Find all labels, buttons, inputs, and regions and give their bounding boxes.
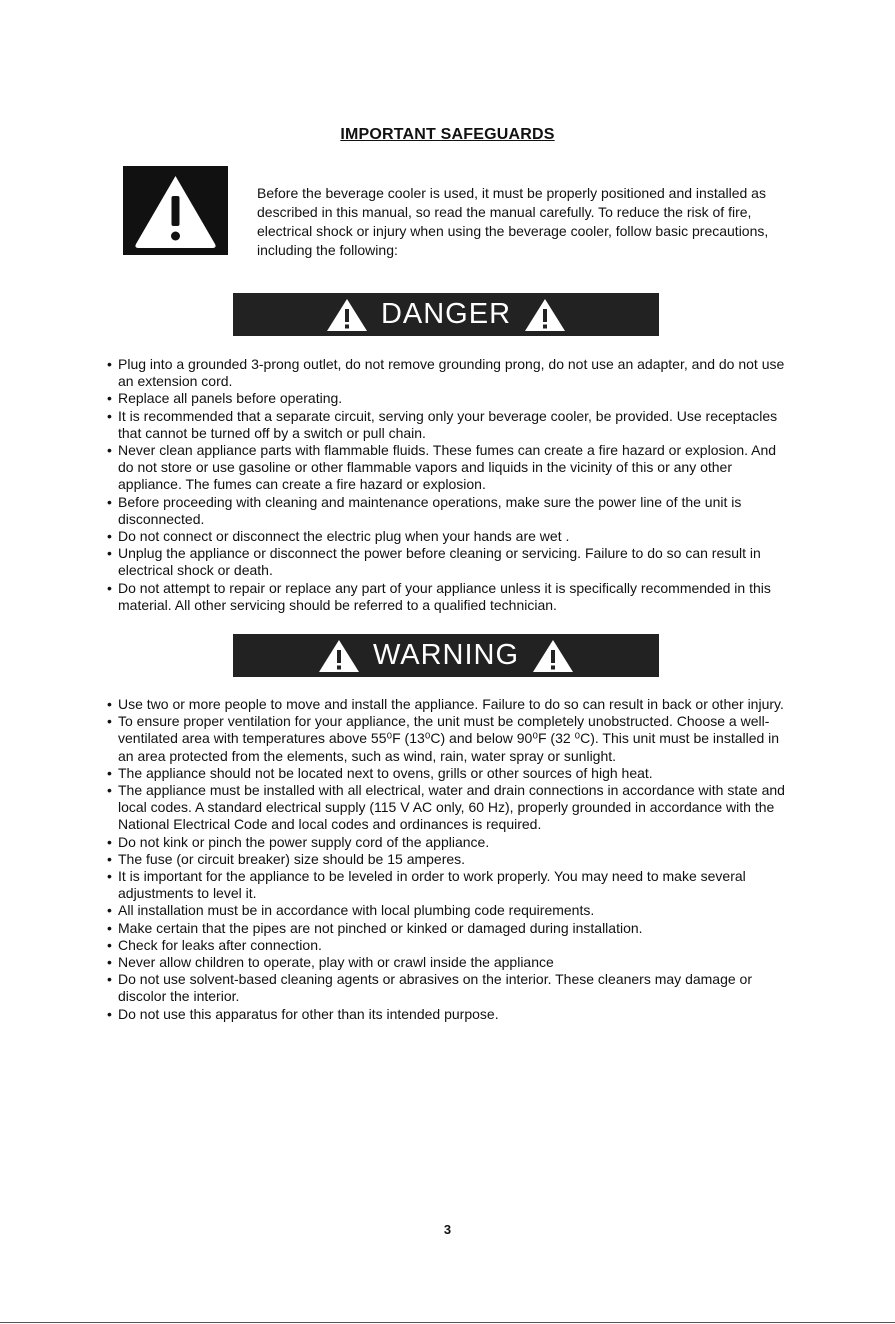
warning-left-icon (317, 638, 361, 674)
bottom-divider (0, 1322, 895, 1323)
list-item: • Do not kink or pinch the power supply cord of the appliance. (107, 834, 787, 851)
list-item: • To ensure proper ventilation for your appliance, the unit must be completely unobstructed. Choose a well-ventilated area with temperatures above 55⁰F (13⁰C) and below 90⁰F (32 ⁰C). This unit must be installed in an area protected from the elements, such as wind, rain, water spray or sunlight. (107, 713, 787, 765)
danger-list (107, 356, 787, 614)
list-item: • Do not connect or disconnect the electric plug when your hands are wet . (107, 528, 787, 545)
danger-label: DANGER (380, 298, 512, 330)
list-item: • All installation must be in accordance with local plumbing code requirements. (107, 902, 787, 919)
danger-left-icon (325, 297, 369, 333)
list-item: • It is recommended that a separate circuit, serving only your beverage cooler, be provided. Use receptacles that cannot be turned off by a switch or pull chain. (107, 408, 787, 442)
warning-banner (233, 634, 659, 677)
list-item: • Plug into a grounded 3-prong outlet, do not remove grounding prong, do not use an adapter, and do not use an extension cord. (107, 356, 787, 390)
list-item: • Never clean appliance parts with flammable fluids. These fumes can create a fire hazard or explosion. And do not store or use gasoline or other flammable vapors and liquids in the vicinity of this or any other appliance. The fumes can create a fire hazard or explosion. (107, 442, 787, 494)
list-item: • It is important for the appliance to be leveled in order to work properly. You may need to make several adjustments to level it. (107, 868, 787, 902)
list-item: • Use two or more people to move and install the appliance. Failure to do so can result in back or other injury. (107, 696, 787, 713)
warning-triangle-icon (123, 166, 228, 255)
warning-list (107, 696, 787, 1023)
list-item: • The appliance must be installed with all electrical, water and drain connections in accordance with state and local codes. A standard electrical supply (115 V AC only, 60 Hz), properly grounded in accordance with the National Electrical Code and local codes and ordinances is required. (107, 782, 787, 834)
list-item: • Do not use solvent-based cleaning agents or abrasives on the interior. These cleaners may damage or discolor the interior. (107, 971, 787, 1005)
warning-right-icon (531, 638, 575, 674)
list-item: • Never allow children to operate, play with or crawl inside the appliance (107, 954, 787, 971)
list-item: • Do not attempt to repair or replace any part of your appliance unless it is specifically recommended in this material. All other servicing should be referred to a qualified technician. (107, 580, 787, 614)
list-item: • The fuse (or circuit breaker) size should be 15 amperes. (107, 851, 787, 868)
danger-right-icon (523, 297, 567, 333)
list-item: • Before proceeding with cleaning and maintenance operations, make sure the power line of the unit is disconnected. (107, 494, 787, 528)
list-item: • Check for leaks after connection. (107, 937, 787, 954)
list-item: • Replace all panels before operating. (107, 390, 787, 407)
list-item: • Do not use this apparatus for other than its intended purpose. (107, 1006, 787, 1023)
list-item: • Make certain that the pipes are not pinched or kinked or damaged during installation. (107, 920, 787, 937)
warning-label: WARNING (372, 639, 520, 671)
danger-banner (233, 293, 659, 336)
list-item: • The appliance should not be located next to ovens, grills or other sources of high heat. (107, 765, 787, 782)
intro-paragraph: Before the beverage cooler is used, it must be properly positioned and installed as described in this manual, so read the manual carefully. To reduce the risk of fire, electrical shock or injury when using the beverage cooler, follow basic precautions, including the following: (257, 185, 769, 258)
page-title: IMPORTANT SAFEGUARDS (340, 126, 555, 143)
page-number: 3 (443, 1222, 452, 1237)
triangle-glyph (131, 170, 220, 250)
list-item: • Unplug the appliance or disconnect the power before cleaning or servicing. Failure to do so can result in electrical shock or death. (107, 545, 787, 579)
